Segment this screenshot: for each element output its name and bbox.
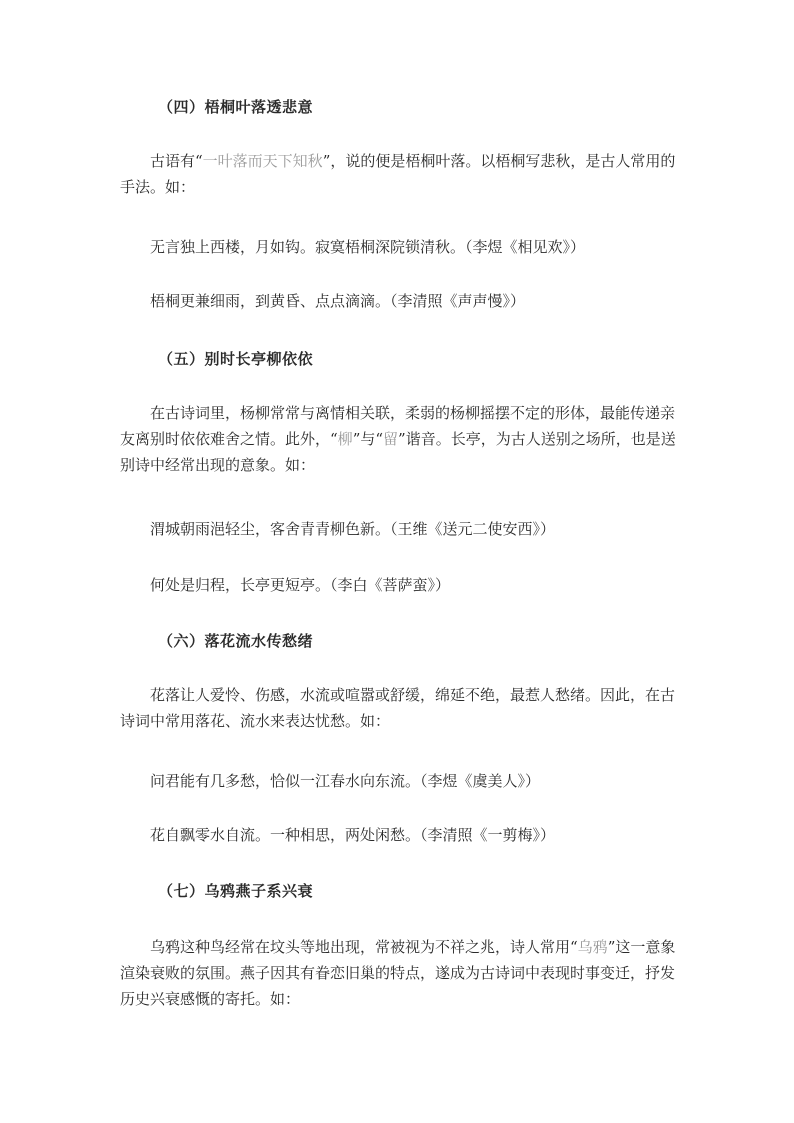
highlight-phrase: 乌鸦 [577, 938, 608, 956]
section-paragraph: 花落让人爱怜、伤感，水流或喧嚣或舒缓，绵延不绝，最惹人愁绪。因此，在古诗词中常用落花、流水来表达忧愁。如： [120, 686, 676, 730]
highlight-phrase: 柳 [337, 430, 353, 448]
poem-quote: 梧桐更兼细雨，到黄昏、点点滴滴。（李清照《声声慢》） [150, 292, 526, 310]
poem-quote: 渭城朝雨浥轻尘，客舍青青柳色新。（王维《送元二使安西》） [150, 520, 556, 538]
poem-quote: 花自飘零水自流。一种相思，两处闲愁。（李清照《一剪梅》） [150, 826, 556, 844]
poem-quote: 问君能有几多愁，恰似一江春水向东流。（李煜《虞美人》） [150, 772, 541, 790]
highlight-phrase: 一叶落而天下知秋 [202, 152, 323, 170]
section-heading: （七）乌鸦燕子系兴衰 [158, 882, 314, 900]
poem-quote: 何处是归程，长亭更短亭。（李白《菩萨蛮》） [150, 576, 451, 594]
section-paragraph: 乌鸦这种鸟经常在坟头等地出现，常被视为不祥之兆，诗人常用“乌鸦”这一意象渲染衰败的氛围。燕子因其有眷恋旧巢的特点，遂成为古诗词中表现时事变迁，抒发历史兴衰感慨的寄托。如： [120, 938, 676, 1008]
section-heading: （五）别时长亭柳依依 [158, 350, 314, 368]
section-paragraph: 古语有“一叶落而天下知秋”，说的便是梧桐叶落。以梧桐写悲秋，是古人常用的手法。如： [120, 152, 676, 196]
section-paragraph: 在古诗词里，杨柳常常与离情相关联，柔弱的杨柳摇摆不定的形体，最能传递亲友离别时依依难舍之情。此外，“柳”与“留”谐音。长亭，为古人送别之场所，也是送别诗中经常出现的意象。如： [120, 404, 676, 474]
poem-quote: 无言独上西楼，月如钩。寂寞梧桐深院锁清秋。（李煜《相见欢》） [150, 238, 586, 256]
section-heading: （六）落花流水传愁绪 [158, 632, 314, 650]
highlight-phrase: 留 [383, 430, 399, 448]
section-heading: （四）梧桐叶落透悲意 [158, 98, 314, 116]
